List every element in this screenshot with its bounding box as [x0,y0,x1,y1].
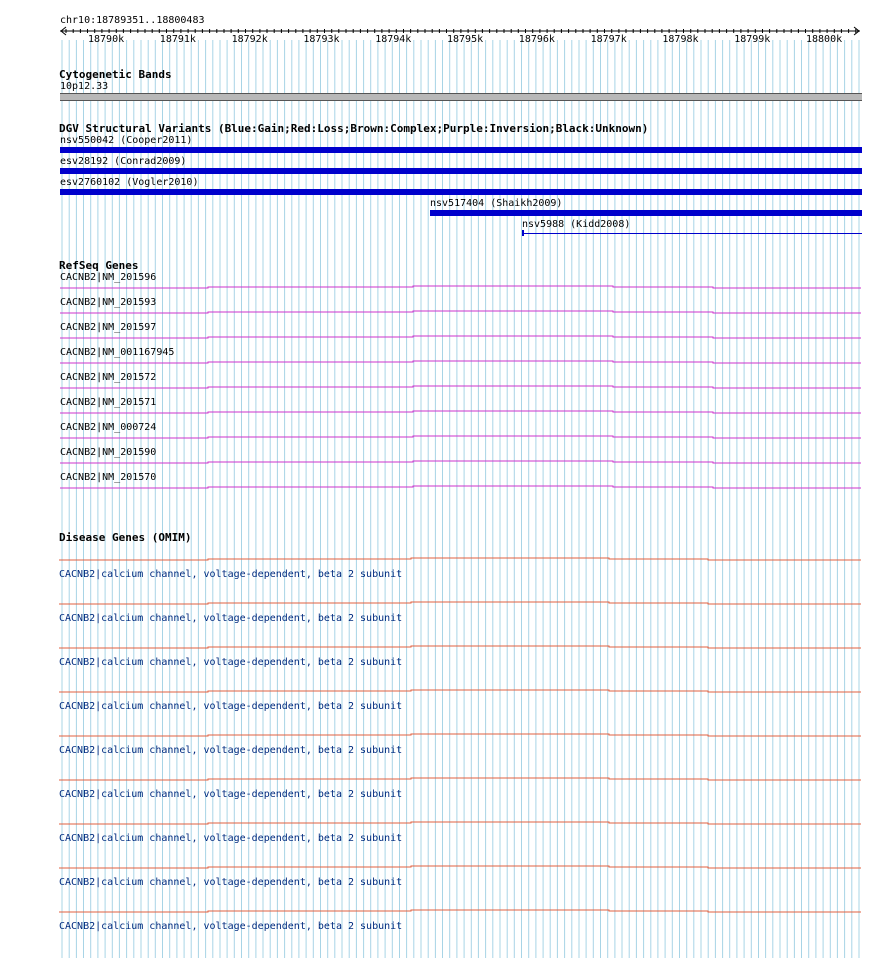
dgv-variant-label: nsv517404 (Shaikh2009) [430,198,563,209]
refseq-gene-model[interactable] [58,457,864,465]
ruler-tick-label: 18800k [806,34,843,45]
ruler-tick-label: 18791k [159,34,196,45]
dgv-variant-bar[interactable] [60,189,862,195]
omim-gene-model[interactable] [56,816,862,826]
omim-gene-label[interactable]: CACNB2|calcium channel, voltage-dependent, beta 2 subunit [59,657,403,668]
refseq-track-title: RefSeq Genes [59,259,139,272]
refseq-gene-model[interactable] [58,332,864,340]
ruler-tick-label: 18797k [590,34,627,45]
refseq-gene-label: CACNB2|NM_201593 [60,297,157,308]
cytoband-track-title: Cytogenetic Bands [59,68,172,81]
omim-gene-model[interactable] [56,772,862,782]
omim-gene-model[interactable] [56,904,862,914]
omim-gene-label[interactable]: CACNB2|calcium channel, voltage-dependent, beta 2 subunit [59,877,403,888]
dgv-variant-bar[interactable] [430,210,862,216]
refseq-gene-model[interactable] [58,357,864,365]
omim-gene-model[interactable] [56,640,862,650]
omim-gene-label[interactable]: CACNB2|calcium channel, voltage-dependent, beta 2 subunit [59,833,403,844]
dgv-variant-label: nsv550042 (Cooper2011) [60,135,193,146]
refseq-gene-label: CACNB2|NM_201596 [60,272,157,283]
omim-gene-label[interactable]: CACNB2|calcium channel, voltage-dependent, beta 2 subunit [59,569,403,580]
refseq-gene-model[interactable] [58,382,864,390]
refseq-gene-label: CACNB2|NM_201597 [60,322,157,333]
omim-gene-label[interactable]: CACNB2|calcium channel, voltage-dependent, beta 2 subunit [59,701,403,712]
ruler-tick-label: 18790k [88,34,125,45]
dgv-variant-label: nsv5988 (Kidd2008) [522,219,631,230]
ruler-tick-label: 18794k [375,34,412,45]
omim-gene-model[interactable] [56,684,862,694]
refseq-gene-label: CACNB2|NM_000724 [60,422,157,433]
ruler-tick-label: 18799k [734,34,771,45]
location-label: chr10:18789351..18800483 [60,15,205,26]
refseq-gene-model[interactable] [58,482,864,490]
omim-gene-label[interactable]: CACNB2|calcium channel, voltage-dependent, beta 2 subunit [59,921,403,932]
cytoband-bar[interactable] [60,93,862,101]
dgv-variant-label: esv2760102 (Vogler2010) [60,177,199,188]
dgv-variant-bar[interactable] [60,147,862,153]
dgv-track-title: DGV Structural Variants (Blue:Gain;Red:Loss;Brown:Complex;Purple:Inversion;Black:Unknown) [59,122,649,135]
omim-gene-label[interactable]: CACNB2|calcium channel, voltage-dependent, beta 2 subunit [59,745,403,756]
ruler-tick-label: 18796k [518,34,555,45]
cytoband-label: 10p12.33 [60,81,109,92]
ruler-tick-label: 18792k [231,34,268,45]
dgv-variant-bar[interactable] [60,168,862,174]
refseq-gene-model[interactable] [58,282,864,290]
refseq-gene-label: CACNB2|NM_201570 [60,472,157,483]
omim-gene-model[interactable] [56,596,862,606]
refseq-gene-label: CACNB2|NM_201590 [60,447,157,458]
refseq-gene-label: CACNB2|NM_201571 [60,397,157,408]
ruler-tick-label: 18795k [447,34,484,45]
omim-gene-label[interactable]: CACNB2|calcium channel, voltage-dependent, beta 2 subunit [59,789,403,800]
omim-track-title: Disease Genes (OMIM) [59,531,192,544]
refseq-gene-label: CACNB2|NM_201572 [60,372,157,383]
dgv-variant-label: esv28192 (Conrad2009) [60,156,187,167]
refseq-gene-model[interactable] [58,407,864,415]
omim-gene-model[interactable] [56,728,862,738]
refseq-gene-label: CACNB2|NM_001167945 [60,347,175,358]
ruler-tick-label: 18793k [303,34,340,45]
omim-gene-label[interactable]: CACNB2|calcium channel, voltage-dependent, beta 2 subunit [59,613,403,624]
omim-gene-model[interactable] [56,860,862,870]
omim-gene-model[interactable] [56,552,862,562]
ruler-tick-label: 18798k [662,34,699,45]
dgv-variant-bar[interactable] [522,233,862,234]
refseq-gene-model[interactable] [58,307,864,315]
refseq-gene-model[interactable] [58,432,864,440]
